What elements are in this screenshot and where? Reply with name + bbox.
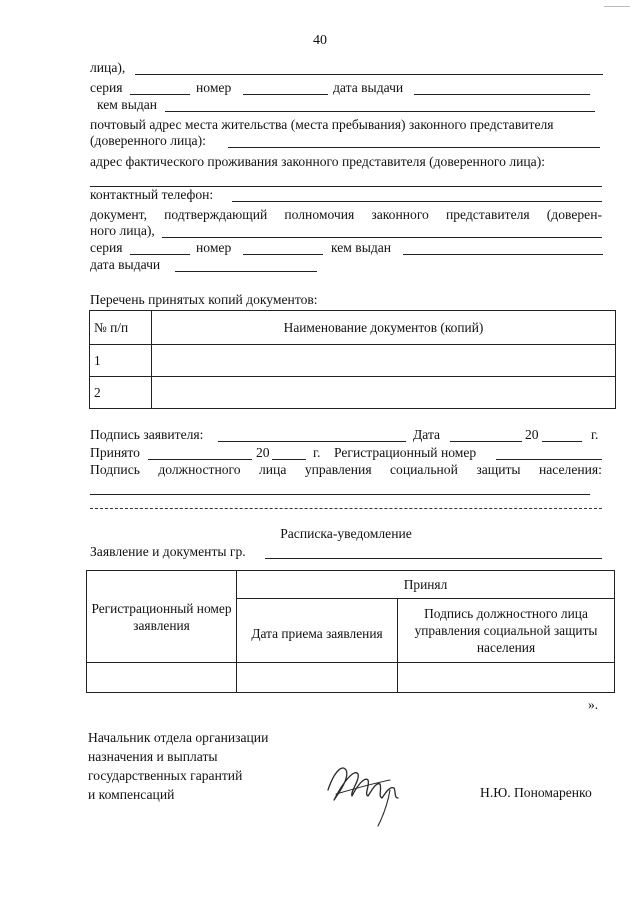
- position-line: государственных гарантий: [88, 768, 243, 783]
- copies-heading: Перечень принятых копий документов:: [90, 292, 318, 307]
- blank-year: [542, 441, 582, 442]
- blank-number: [243, 94, 328, 95]
- blank-reg-number: [496, 459, 602, 460]
- label-authority-document: [90, 207, 602, 223]
- header-accept-date: Дата приема заявления: [237, 599, 398, 663]
- label-number: номер: [196, 80, 232, 95]
- label-issue-date: дата выдачи: [333, 80, 404, 95]
- signatory-position: [88, 728, 268, 804]
- blank-applicant-signature: [218, 441, 406, 442]
- page-number: 40: [313, 33, 327, 48]
- scan-mark: [604, 6, 630, 7]
- label-date: Дата: [413, 427, 441, 442]
- word: лица: [259, 462, 287, 477]
- label-issued-by-2: кем выдан: [331, 240, 392, 255]
- header-reg-number: Регистрационный номер заявления: [87, 571, 237, 663]
- position-line: и компенсаций: [88, 787, 175, 802]
- word: (доверен-: [546, 207, 602, 222]
- blank-number-2: [243, 254, 323, 255]
- label-actual-address: адрес фактического проживания законного представителя (доверенного лица):: [90, 154, 545, 169]
- word: подтверждающий: [164, 207, 268, 222]
- label-statement: Заявление и документы гр.: [90, 544, 246, 559]
- blank-issued-by: [165, 111, 595, 112]
- blank-series: [130, 94, 190, 95]
- blank-phone: [232, 201, 602, 202]
- table-row: [90, 377, 616, 409]
- label-phone: контактный телефон:: [90, 187, 214, 202]
- position-line: назначения и выплаты: [88, 749, 218, 764]
- blank-date: [450, 441, 522, 442]
- word: должностного: [158, 462, 241, 477]
- cell-official-signature: [398, 663, 615, 693]
- label-series-2: серия: [90, 240, 123, 255]
- table-row: [90, 345, 616, 377]
- line-person-suffix: лица),: [90, 60, 126, 75]
- label-accepted-year: 20: [256, 445, 270, 460]
- table-header-row: [87, 571, 615, 599]
- blank-authority-document: [162, 237, 602, 238]
- row-document-name: [152, 377, 616, 409]
- cell-accept-date: [237, 663, 398, 693]
- receipt-table: [86, 570, 615, 693]
- label-year-suffix: г.: [591, 427, 599, 442]
- word: представителя: [445, 207, 530, 222]
- handwritten-signature: [320, 750, 410, 830]
- cell-reg-number: [87, 663, 237, 693]
- label-issued-by: кем выдан: [97, 97, 158, 112]
- header-accepted: Принял: [237, 571, 615, 599]
- label-year-prefix: 20: [525, 427, 539, 442]
- label-postal-address: почтовый адрес места жительства (места пребывания) законного представителя: [90, 117, 554, 132]
- receipt-title: Расписка-уведомление: [280, 526, 412, 541]
- label-issue-date-2: дата выдачи: [90, 257, 161, 272]
- row-document-name: [152, 345, 616, 377]
- blank-accepted: [148, 459, 252, 460]
- table-header-row: [90, 311, 616, 345]
- signatory-name: Н.Ю. Пономаренко: [480, 785, 592, 800]
- table-row: [87, 663, 615, 693]
- blank-issue-date-2: [175, 271, 317, 272]
- blank-issue-date: [414, 94, 590, 95]
- word: социальной: [390, 462, 458, 477]
- blank-official-signature: [90, 494, 590, 495]
- header-document-name: Наименование документов (копий): [152, 311, 616, 345]
- position-line: Начальник отдела организации: [88, 730, 269, 745]
- label-accepted: Принято: [90, 445, 140, 460]
- label-postal-address-cont: (доверенного лица):: [90, 133, 206, 148]
- word: документ,: [90, 207, 147, 222]
- copies-table: [89, 310, 616, 409]
- label-official-signature: [90, 462, 602, 478]
- word: Подпись: [90, 462, 140, 477]
- header-official-signature: Подпись должностного лица управления социальной защиты населения: [398, 599, 615, 663]
- closing-quote: ».: [588, 697, 599, 712]
- label-reg-number: Регистрационный номер: [334, 445, 477, 460]
- label-applicant-signature: Подпись заявителя:: [90, 427, 204, 442]
- word: населения:: [539, 462, 602, 477]
- blank-line: [135, 74, 603, 75]
- blank-statement-name: [265, 558, 602, 559]
- word: защиты: [476, 462, 521, 477]
- label-authority-document-cont: ного лица),: [90, 223, 155, 238]
- blank-accepted-year: [272, 459, 306, 460]
- word: управления: [304, 462, 372, 477]
- cut-line: [90, 508, 602, 509]
- blank-series-2: [130, 254, 190, 255]
- row-number: 1: [90, 345, 152, 377]
- blank-postal-address: [228, 147, 600, 148]
- label-number-2: номер: [196, 240, 232, 255]
- blank-issued-by-2: [403, 254, 603, 255]
- row-number: 2: [90, 377, 152, 409]
- label-accepted-suffix: г.: [313, 445, 321, 460]
- label-series: серия: [90, 80, 123, 95]
- word: полномочия: [284, 207, 355, 222]
- word: законного: [371, 207, 429, 222]
- header-number: № п/п: [90, 311, 152, 345]
